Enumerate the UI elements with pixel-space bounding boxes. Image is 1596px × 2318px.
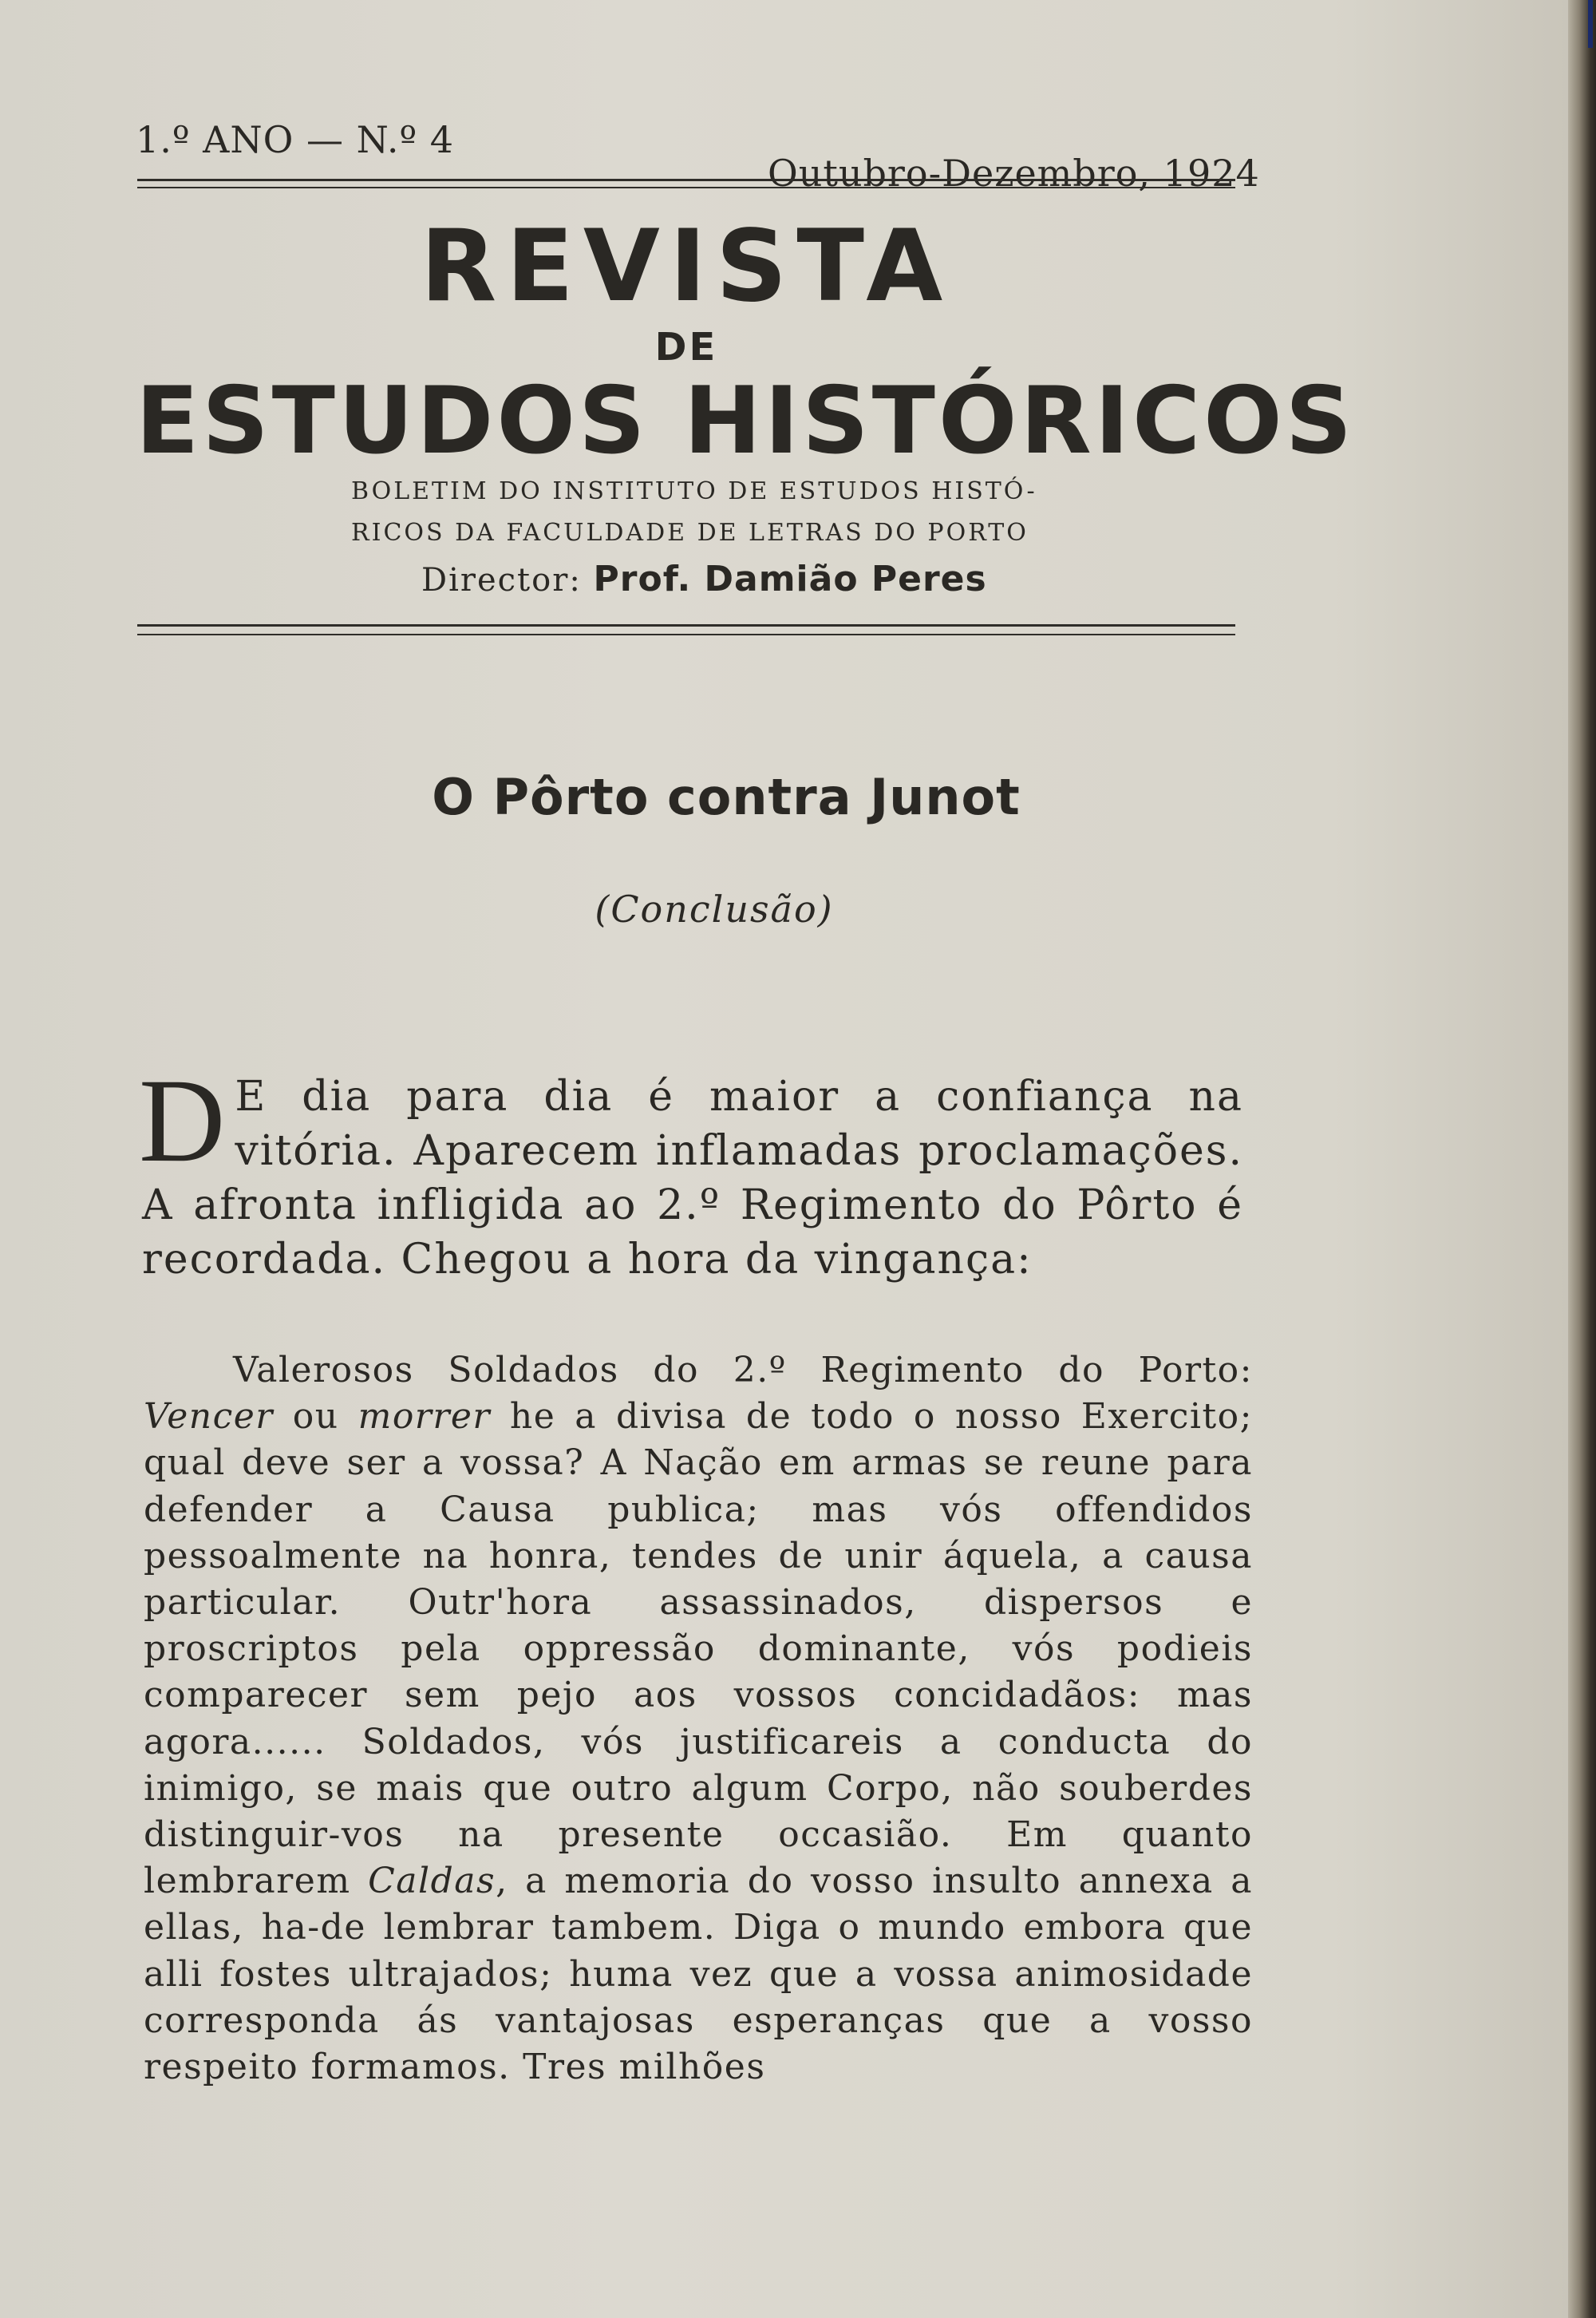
- masthead-title-revista: REVISTA: [420, 209, 953, 324]
- header-rule-bottom: [137, 187, 1235, 188]
- quote-vencer: Vencer: [144, 1396, 274, 1438]
- quote-morrer: morrer: [358, 1396, 491, 1438]
- header-rule-top: [137, 179, 1235, 181]
- masthead-title-estudos: ESTUDOS HISTÓRICOS: [136, 367, 1356, 475]
- book-spine: [1568, 0, 1596, 2318]
- article-title: O Pôrto contra Junot: [432, 768, 1021, 826]
- masthead-director: [421, 559, 987, 599]
- quote-part-1: Valerosos Soldados do 2.º Regimento do Porto:: [233, 1350, 1253, 1390]
- director-name: Prof. Damião Peres: [593, 559, 987, 599]
- drop-cap: D: [139, 1054, 227, 1187]
- masthead-rule-top: [137, 624, 1235, 627]
- quote-paragraph: [144, 1347, 1253, 2091]
- article-subtitle: (Conclusão): [595, 888, 834, 931]
- masthead-subtitle-line2: RICOS DA FACULDADE DE LETRAS DO PORTO: [351, 519, 1029, 547]
- quote-part-3: , a memoria do vosso insulto annexa a ellas, ha-de lembrar tambem. Diga o mundo embora que alli fostes ultrajados; huma vez que a vossa animosidade corresponda ás vantajosas esperanças que a vosso respeito formamos. Tres milhões: [144, 1861, 1253, 2088]
- masthead-subtitle-line1: BOLETIM DO INSTITUTO DE ESTUDOS HISTÓ-: [351, 477, 1037, 505]
- spine-edge: [1588, 0, 1593, 48]
- issue-date: Outubro-Dezembro, 1924: [768, 152, 1260, 195]
- issue-number: 1.º ANO — N.º 4: [136, 118, 455, 161]
- lead-text: E dia para dia é maior a confiança na vitória. Aparecem inflamadas proclamações. A afronta infligida ao 2.º Regimento do Pôrto é recordada. Chegou a hora da vingança:: [142, 1073, 1243, 1284]
- quote-ou: ou: [273, 1396, 358, 1438]
- quote-part-2: he a divisa de todo o nosso Exercito; qual deve ser a vossa? A Nação em armas se reune para defender a Causa publica; mas vós offendidos pessoalmente na honra, tendes de unir áquela, a causa particular. Outr'hora assassinados, dispersos e proscriptos pela oppressão dominante, vós podieis comparecer sem pejo aos vossos concidadãos: mas agora...... Soldados, vós justificareis a conducta do inimigo, se mais que outro algum Corpo, não souberdes distinguir-vos na presente occasião. Em quanto lembrarem: [144, 1396, 1253, 1902]
- proclamation-quote: [144, 1347, 1253, 2091]
- masthead-title-de: DE: [654, 325, 718, 370]
- article-lead-paragraph: [139, 1054, 1243, 1287]
- quote-caldas: Caldas: [368, 1861, 496, 1902]
- masthead-rule-bottom: [137, 634, 1235, 635]
- director-label: Director:: [421, 562, 582, 599]
